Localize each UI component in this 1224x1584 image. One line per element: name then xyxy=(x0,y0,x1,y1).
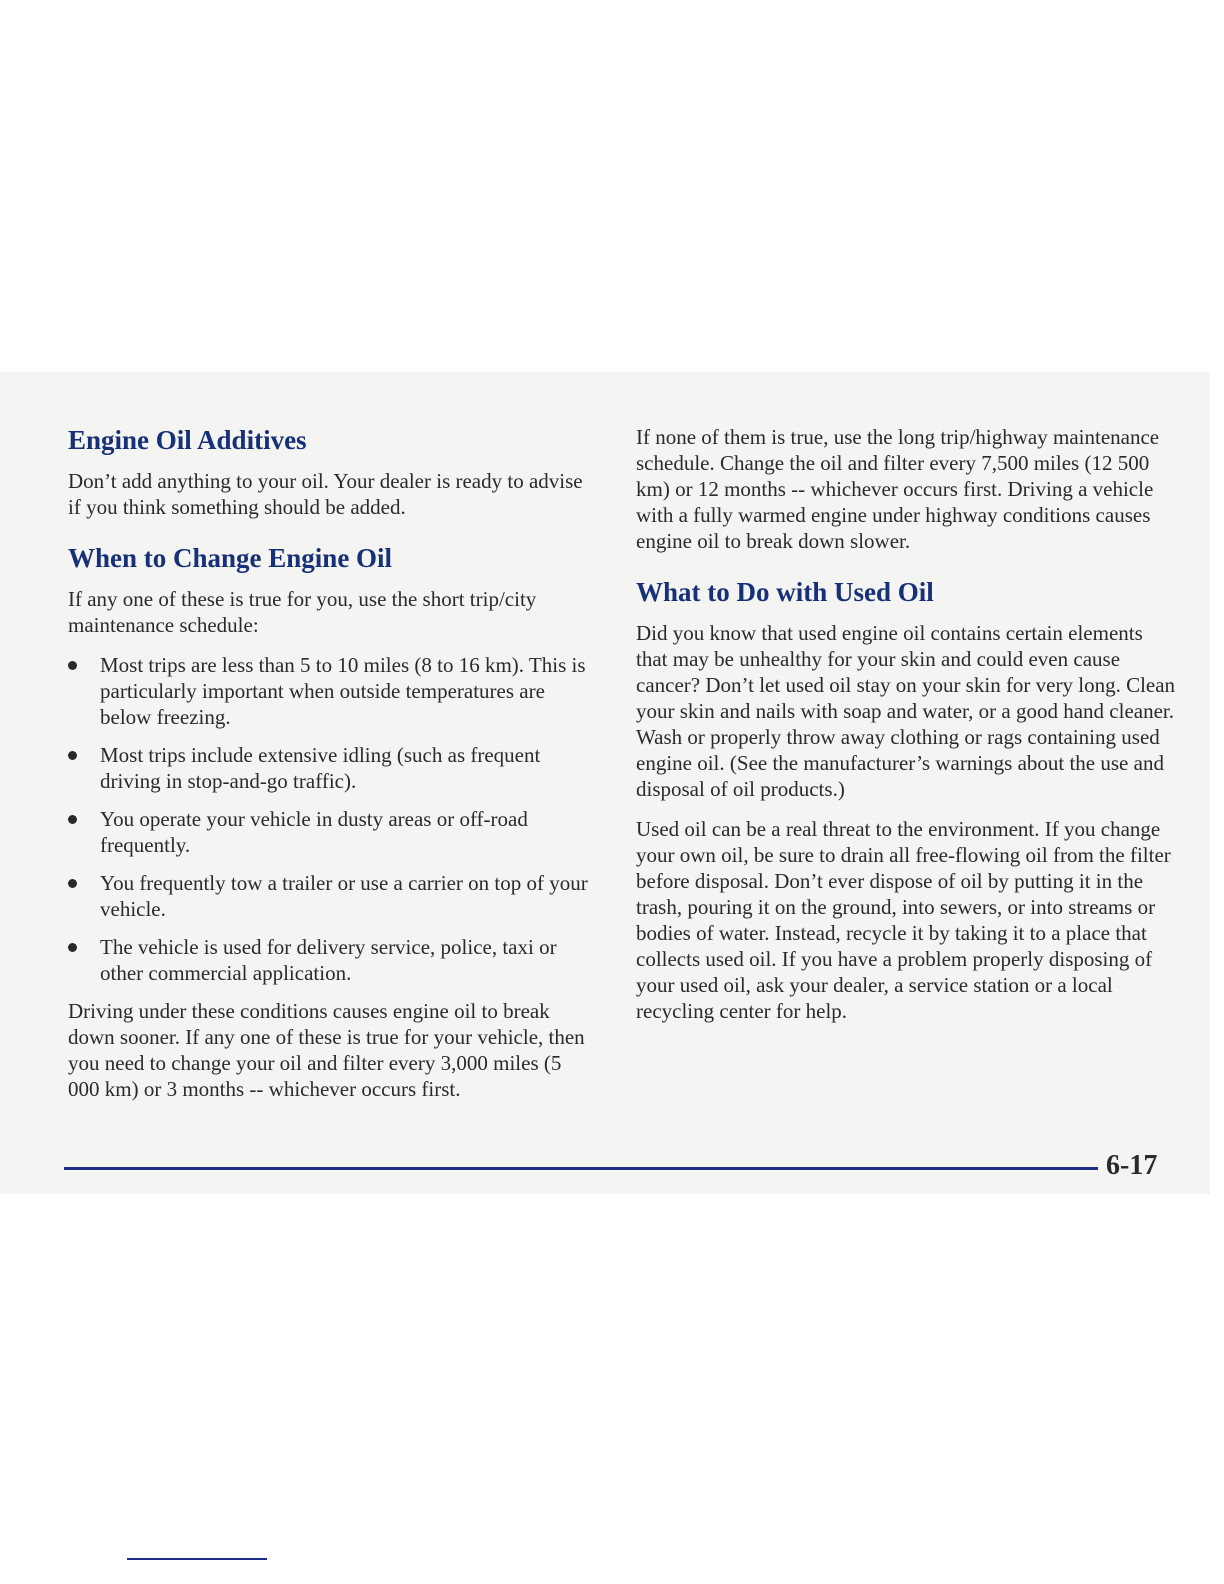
heading-engine-oil-additives: Engine Oil Additives xyxy=(68,425,307,455)
used-oil-health-paragraph: Did you know that used engine oil contains certain elements that may be unhealthy for your skin and could even cause cancer? Don’t let used oil stay on your skin for very long. Clean your skin and nails with soap and water, or a good hand cleaner. Wash or properly throw away clothing or rags containing used engine oil. (See the manufacturer’s warnings about the use and disposal of oil products.) xyxy=(636,621,1176,801)
bullet-icon xyxy=(68,943,77,952)
heading-used-oil: What to Do with Used Oil xyxy=(636,577,934,607)
used-oil-environment-paragraph: Used oil can be a real threat to the environment. If you change your own oil, be sure to drain all free-flowing oil from the filter before disposal. Don’t ever dispose of oil by putting it in the trash, pouring it on the ground, into sewers, or into streams or bodies of water. Instead, recycle it by taking it to a place that collects used oil. If you have a problem properly disposing of your used oil, ask your dealer, a service station or a local recycling center for help. xyxy=(636,817,1171,1023)
list-item-text: You operate your vehicle in dusty areas or off-road frequently. xyxy=(100,807,528,857)
list-item xyxy=(68,742,598,794)
list-item xyxy=(68,652,598,730)
short-trip-conclusion: Driving under these conditions causes engine oil to break down sooner. If any one of these is true for your vehicle, then you need to change your oil and filter every 3,000 miles (5 000 km) or 3 months -- whichever occurs first. xyxy=(68,999,585,1101)
long-trip-paragraph: If none of them is true, use the long trip/highway maintenance schedule. Change the oil and filter every 7,500 miles (12 500 km) or 12 months -- whichever occurs first. Driving a vehicle with a fully warmed engine under highway conditions causes engine oil to break down slower. xyxy=(636,425,1160,553)
additives-paragraph: Don’t add anything to your oil. Your dealer is ready to advise if you think something should be added. xyxy=(68,469,583,519)
bullet-icon xyxy=(68,879,77,888)
short-trip-intro: If any one of these is true for you, use the short trip/city maintenance schedule: xyxy=(68,587,537,637)
list-item-text: The vehicle is used for delivery service, police, taxi or other commercial application. xyxy=(100,935,557,985)
right-column xyxy=(636,424,1176,1038)
bullet-icon xyxy=(68,751,77,760)
bottom-divider xyxy=(127,1558,267,1560)
list-item-text: Most trips include extensive idling (such as frequent driving in stop-and-go traffic). xyxy=(100,743,541,793)
list-item xyxy=(68,870,598,922)
page-number: 6-17 xyxy=(1106,1150,1158,1181)
list-item xyxy=(68,934,598,986)
heading-when-to-change: When to Change Engine Oil xyxy=(68,543,393,573)
footer-rule xyxy=(64,1167,1098,1170)
manual-page xyxy=(0,372,1210,1194)
bullet-icon xyxy=(68,815,77,824)
list-item-text: You frequently tow a trailer or use a carrier on top of your vehicle. xyxy=(100,871,588,921)
left-column xyxy=(68,424,598,1116)
list-item xyxy=(68,806,598,858)
conditions-list xyxy=(68,652,598,986)
list-item-text: Most trips are less than 5 to 10 miles (8 to 16 km). This is particularly important when outside temperatures are below freezing. xyxy=(100,653,586,729)
bullet-icon xyxy=(68,661,77,670)
